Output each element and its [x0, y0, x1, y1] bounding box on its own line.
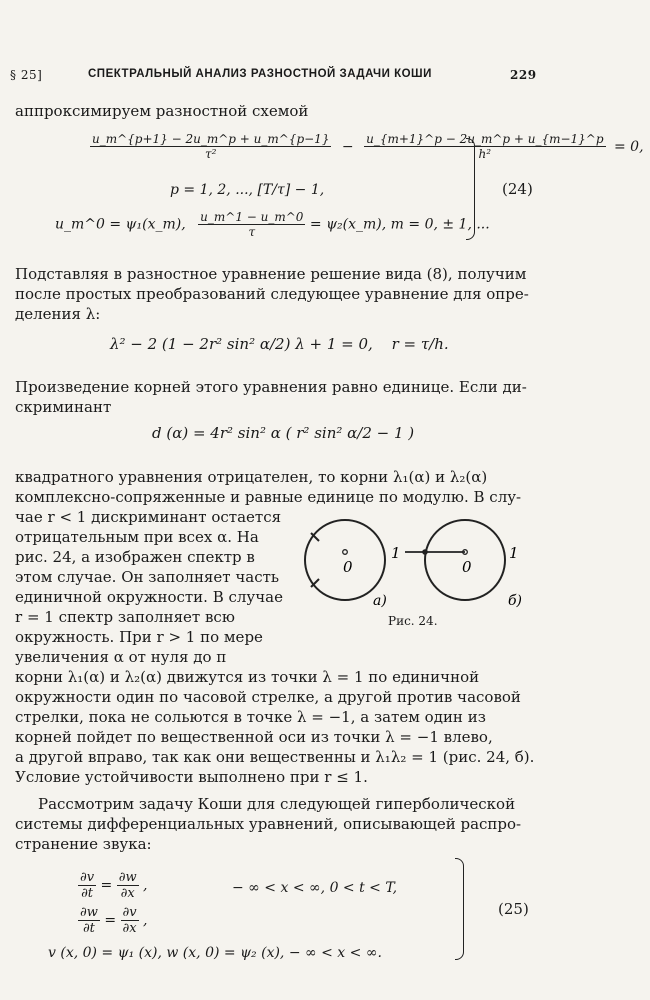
eq25-row1: $\frac{\partial v}{\partial t}$ = $\frac{\partial w}{\partial x}$ ,: [80, 870, 148, 901]
eq24-row1: $\frac{u\_m\^{}\{p+1\} - 2u\_m\^{}p + u\_m\^{}\{p-1\}}{\text{τ²}}$ − $\frac{u\_\{m+1\}\^{}p - 2u\_m\^{}p + u\_\{m-1\}\^{}p}{\text{h²}}$ = 0,: [92, 132, 644, 161]
text-line: рис. 24, а изображен спектр в: [15, 548, 255, 566]
text-line: аппроксимируем разностной схемой: [15, 102, 309, 120]
point-minus-one: [422, 549, 428, 555]
eq25-domain: − ∞ < x < ∞, 0 < t < T,: [232, 880, 398, 896]
text-line: окружности один по часовой стрелке, а другой против часовой: [15, 688, 521, 706]
equation-lambda: λ² − 2 (1 − 2r² sin² α/2) λ + 1 = 0, r = τ/h.: [110, 335, 449, 353]
eq24-frac1: $\frac{u\_m\^{}\{p+1\} - 2u\_m\^{}p + u\_m\^{}\{p-1\}}{\text{τ²}}$: [92, 132, 330, 161]
one-label-a: 1: [391, 544, 401, 562]
text-line: Подставляя в разностное уравнение решение вида (8), получим: [15, 265, 527, 283]
page-number: 229: [510, 68, 537, 82]
eq24-frac2: $\frac{u\_\{m+1\}\^{}p - 2u\_m\^{}p + u\_\{m-1\}\^{}p}{\text{h²}}$: [366, 132, 604, 161]
eq25-row3: v (x, 0) = ψ₁ (x), w (x, 0) = ψ₂ (x), − ∞ < x < ∞.: [48, 945, 382, 961]
text-line: скриминант: [15, 398, 112, 416]
text-line: корни λ₁(α) и λ₂(α) движутся из точки λ = 1 по единичной: [15, 668, 480, 686]
one-label-b: 1: [509, 544, 519, 562]
text-line: этом случае. Он заполняет часть: [15, 568, 280, 586]
eq25-brace: [455, 858, 464, 960]
eq24-row3: u_m^0 = ψ₁(x_m), $\frac{u\_m\^{}1 - u\_m\^{}0}{\tau}$ = ψ₂(x_m), m = 0, ± 1, ...: [55, 210, 490, 239]
equation-discriminant: d (α) = 4r² sin² α ( r² sin² α/2 − 1 ): [152, 424, 415, 442]
text-line: комплексно-сопряженные и равные единице по модулю. В слу-: [15, 488, 522, 506]
zero-label-a: 0: [343, 558, 353, 576]
text-line: увеличения α от нуля до π: [15, 648, 227, 666]
text-line: после простых преобразований следующее уравнение для опре-: [15, 285, 529, 303]
text-line: странение звука:: [15, 835, 152, 853]
text-line: Рассмотрим задачу Коши для следующей гиперболической: [38, 795, 516, 813]
text-line: корней пойдет по вещественной оси из точки λ = −1 влево,: [15, 728, 493, 746]
text-line: Произведение корней этого уравнения равно единице. Если ди-: [15, 378, 527, 396]
eq24-brace: [466, 138, 475, 240]
eq24-row2: p = 1, 2, ..., [T/τ] − 1,: [170, 182, 325, 198]
panel-label-b: б): [508, 593, 523, 609]
text-line: системы дифференциальных уравнений, описывающей распро-: [15, 815, 522, 833]
figure-caption: Рис. 24.: [388, 614, 438, 628]
text-line: квадратного уравнения отрицателен, то корни λ₁(α) и λ₂(α): [15, 468, 488, 486]
text-line: Условие устойчивости выполнено при r ≤ 1.: [15, 768, 368, 786]
section-number: § 25]: [10, 68, 43, 82]
text-line: а другой вправо, так как они вещественны и λ₁λ₂ = 1 (рис. 24, б).: [15, 748, 535, 766]
text-line: чае r < 1 дискриминант остается: [15, 508, 282, 526]
text-line: деления λ:: [15, 305, 101, 323]
eq25-number: (25): [498, 900, 529, 918]
text-line: окружность. При r > 1 по мере: [15, 628, 263, 646]
text-line: стрелки, пока не сольются в точке λ = −1, а затем один из: [15, 708, 486, 726]
zero-label-b: 0: [462, 558, 472, 576]
text-line: единичной окружности. В случае: [15, 588, 283, 606]
origin-point-a: [343, 550, 348, 555]
panel-label-a: а): [373, 593, 387, 609]
text-line: отрицательным при всех α. На: [15, 528, 259, 546]
figure-24: [295, 505, 540, 625]
eq24-number: (24): [502, 180, 533, 198]
running-title: СПЕКТРАЛЬНЫЙ АНАЛИЗ РАЗНОСТНОЙ ЗАДАЧИ КОШИ: [88, 68, 432, 80]
text-line: r = 1 спектр заполняет всю: [15, 608, 235, 626]
eq25-row2: $\frac{\partial w}{\partial t}$ = $\frac{\partial v}{\partial x}$ ,: [80, 905, 148, 936]
